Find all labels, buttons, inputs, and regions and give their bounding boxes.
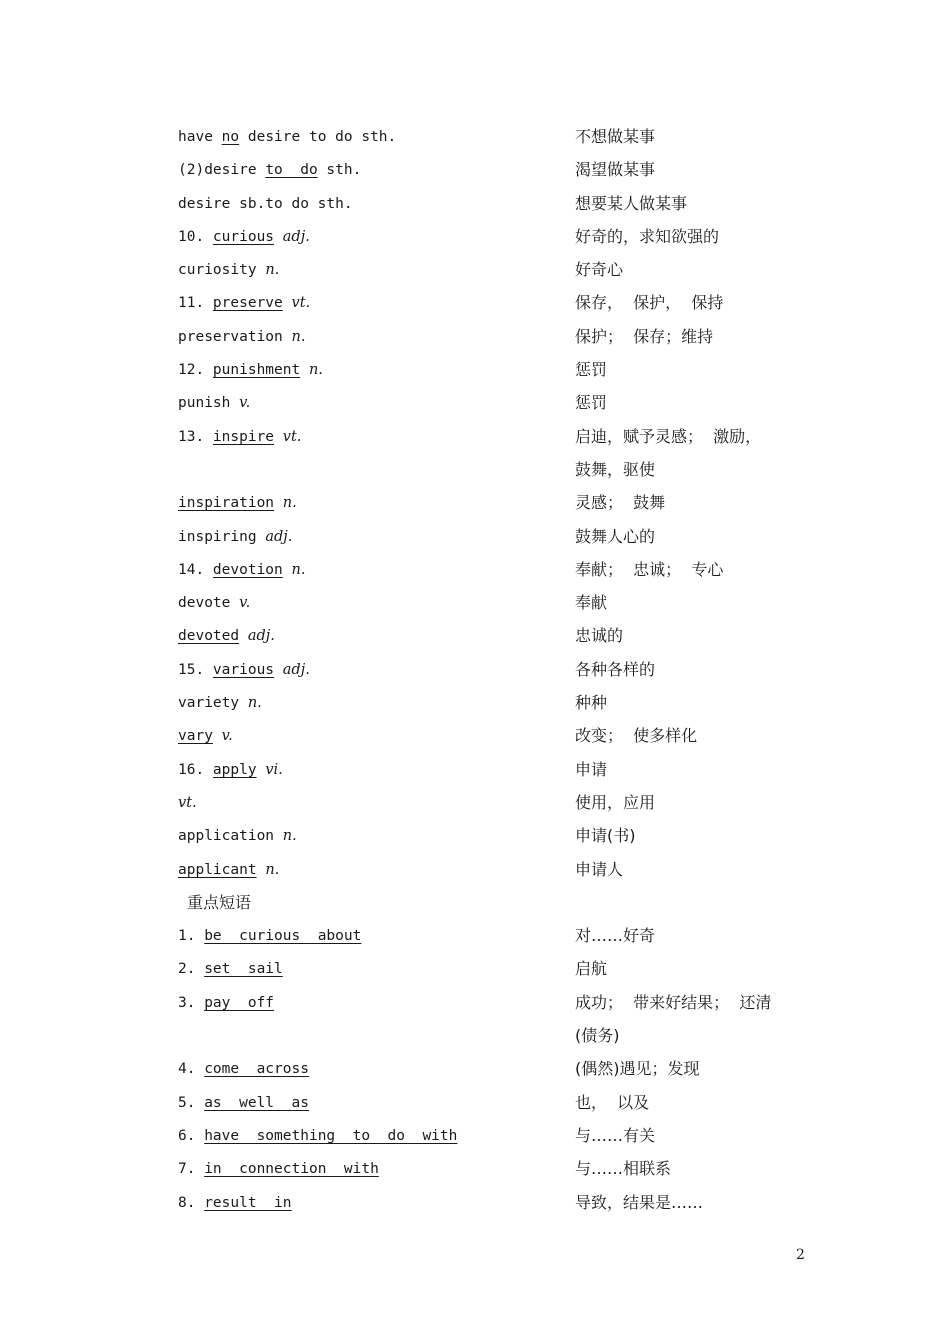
- list-item: [0, 1154, 950, 1187]
- list-item: [0, 1054, 950, 1087]
- english-term: [178, 954, 283, 987]
- term-text: 5.: [178, 1094, 205, 1111]
- english-term: [178, 921, 361, 954]
- part-of-speech: v.: [221, 728, 233, 745]
- term-text: [257, 862, 266, 878]
- english-term: [178, 222, 310, 255]
- answer-blank: come across: [204, 1061, 309, 1078]
- term-text: preservation: [178, 328, 292, 345]
- chinese-meaning: 鼓舞人心的: [575, 526, 656, 546]
- answer-blank: to do: [265, 162, 318, 179]
- english-term: [178, 688, 262, 721]
- list-item: [0, 655, 950, 688]
- english-term: [178, 588, 250, 621]
- part-of-speech: n.: [291, 561, 306, 578]
- answer-blank: as well as: [204, 1094, 309, 1111]
- chinese-meaning: 想要某人做某事: [575, 193, 688, 213]
- list-item: [0, 755, 950, 788]
- chinese-meaning: 启航: [575, 959, 608, 979]
- list-item: [0, 322, 950, 355]
- part-of-speech: vi.: [265, 761, 283, 778]
- term-text: [274, 495, 283, 511]
- english-term: [178, 155, 361, 188]
- part-of-speech: vt.: [291, 295, 311, 312]
- list-item: [0, 522, 950, 555]
- chinese-meaning: 对……好奇: [575, 926, 656, 946]
- english-term: [178, 422, 301, 455]
- term-text: application: [178, 828, 283, 845]
- chinese-meaning: 渴望做某事: [575, 160, 656, 180]
- term-text: 4.: [178, 1061, 205, 1078]
- answer-blank: preserve: [212, 295, 283, 312]
- term-text: [239, 628, 248, 644]
- english-term: [178, 1154, 379, 1187]
- chinese-meaning: 忠诚的: [575, 626, 624, 646]
- list-item: [0, 288, 950, 321]
- answer-blank: applicant: [178, 861, 257, 878]
- term-text: [300, 362, 309, 378]
- part-of-speech: adj.: [282, 228, 310, 245]
- chinese-meaning: 保护； 保存；维持: [575, 326, 714, 346]
- part-of-speech: v.: [239, 595, 251, 612]
- part-of-speech: n.: [247, 695, 262, 712]
- term-text: have: [178, 129, 222, 145]
- english-term: [178, 189, 353, 222]
- answer-blank: no: [221, 129, 240, 145]
- answer-blank: curious: [212, 228, 275, 245]
- english-term: [178, 721, 233, 754]
- term-text: curiosity: [178, 262, 266, 279]
- answer-blank: vary: [178, 728, 213, 745]
- list-item: [0, 588, 950, 621]
- term-text: [274, 662, 283, 678]
- answer-blank: result in: [204, 1194, 292, 1211]
- list-item: [0, 1121, 950, 1154]
- part-of-speech: n.: [291, 328, 306, 345]
- term-text: 10.: [178, 228, 213, 245]
- answer-blank: set sail: [204, 961, 283, 978]
- chinese-meaning: 启迪，赋予灵感； 激励，: [575, 426, 762, 446]
- english-term: [178, 988, 274, 1021]
- term-text: 1.: [178, 928, 205, 945]
- term-text: 16.: [178, 761, 213, 778]
- list-item: [0, 855, 950, 888]
- list-item: [0, 888, 950, 921]
- list-item: [0, 821, 950, 854]
- term-text: 14.: [178, 561, 213, 578]
- answer-blank: various: [212, 661, 275, 678]
- answer-blank: be curious about: [204, 928, 362, 945]
- term-text: 15.: [178, 661, 213, 678]
- list-item: [0, 155, 950, 188]
- term-text: [213, 728, 222, 744]
- chinese-meaning: 申请(书): [575, 826, 636, 846]
- english-term: [178, 255, 279, 288]
- list-item: [0, 422, 950, 455]
- chinese-meaning: 鼓舞，驱使: [575, 459, 656, 479]
- answer-blank: devoted: [178, 628, 240, 645]
- list-item: [0, 222, 950, 255]
- chinese-meaning: 导致，结果是……: [575, 1192, 704, 1212]
- chinese-meaning: 惩罚: [575, 393, 608, 413]
- part-of-speech: n.: [265, 861, 280, 878]
- list-item: [0, 189, 950, 222]
- term-text: desire sb.to do sth.: [178, 195, 353, 212]
- list-item: [0, 688, 950, 721]
- term-text: [283, 295, 292, 311]
- english-term: [178, 788, 197, 821]
- english-term: [178, 122, 396, 155]
- list-item: [0, 555, 950, 588]
- chinese-meaning: 好奇的，求知欲强的: [575, 226, 720, 246]
- chinese-meaning: 种种: [575, 693, 608, 713]
- list-item: [0, 488, 950, 521]
- answer-blank: punishment: [212, 362, 301, 379]
- chinese-meaning: 好奇心: [575, 260, 624, 280]
- chinese-meaning: (偶然)遇见；发现: [575, 1059, 700, 1079]
- list-item: [0, 1021, 950, 1054]
- chinese-meaning: 各种各样的: [575, 659, 656, 679]
- chinese-meaning: 使用，应用: [575, 792, 656, 812]
- term-text: (2)desire: [178, 162, 266, 179]
- term-text: 2.: [178, 961, 205, 978]
- part-of-speech: n.: [265, 262, 280, 279]
- term-text: variety: [178, 695, 248, 712]
- english-term: [178, 555, 305, 588]
- list-item: [0, 1188, 950, 1221]
- list-item: [0, 788, 950, 821]
- chinese-meaning: 成功； 带来好结果； 还清: [575, 992, 772, 1012]
- answer-blank: inspire: [212, 428, 275, 445]
- term-text: punish: [178, 395, 240, 412]
- term-text: [274, 229, 283, 245]
- list-item: [0, 721, 950, 754]
- english-term: [178, 1188, 292, 1221]
- english-term: [178, 288, 310, 321]
- term-text: [283, 562, 292, 578]
- term-text: 12.: [178, 362, 213, 379]
- term-text: sth.: [317, 162, 362, 179]
- part-of-speech: n.: [282, 828, 297, 845]
- term-text: 8.: [178, 1194, 205, 1211]
- chinese-meaning: (债务): [575, 1026, 620, 1046]
- section-heading: 重点短语: [187, 892, 252, 912]
- part-of-speech: adj.: [282, 661, 310, 678]
- part-of-speech: vt.: [178, 794, 197, 811]
- list-item: [0, 921, 950, 954]
- english-term: [178, 1121, 457, 1154]
- english-term: [178, 388, 250, 421]
- english-term: [178, 522, 292, 555]
- chinese-meaning: 奉献: [575, 593, 608, 613]
- english-term: [178, 655, 310, 688]
- chinese-meaning: 灵感； 鼓舞: [575, 493, 666, 513]
- list-item: [0, 621, 950, 654]
- list-item: [0, 1088, 950, 1121]
- chinese-meaning: 申请人: [575, 859, 624, 879]
- english-term: [178, 855, 279, 888]
- term-text: [257, 762, 266, 778]
- list-item: [0, 954, 950, 987]
- term-text: desire to do sth.: [239, 129, 397, 145]
- answer-blank: pay off: [204, 994, 275, 1011]
- part-of-speech: n.: [282, 495, 297, 512]
- part-of-speech: adj.: [265, 528, 293, 545]
- list-item: [0, 355, 950, 388]
- part-of-speech: v.: [239, 395, 251, 412]
- part-of-speech: vt.: [282, 428, 302, 445]
- english-term: [178, 755, 283, 788]
- answer-blank: devotion: [212, 561, 283, 578]
- term-text: 3.: [178, 994, 205, 1011]
- chinese-meaning: 与……有关: [575, 1125, 656, 1145]
- list-item: [0, 255, 950, 288]
- term-text: 11.: [178, 295, 213, 312]
- chinese-meaning: 申请: [575, 759, 608, 779]
- answer-blank: inspiration: [178, 495, 275, 512]
- list-item: [0, 122, 950, 155]
- vocabulary-list: [0, 122, 950, 1221]
- chinese-meaning: 与……相联系: [575, 1159, 672, 1179]
- answer-blank: have something to do with: [204, 1127, 458, 1144]
- answer-blank: apply: [212, 761, 257, 778]
- list-item: [0, 455, 950, 488]
- list-item: [0, 388, 950, 421]
- chinese-meaning: 奉献； 忠诚； 专心: [575, 559, 724, 579]
- term-text: [274, 429, 283, 445]
- english-term: [178, 1088, 309, 1121]
- english-term: [178, 322, 305, 355]
- chinese-meaning: 不想做某事: [575, 127, 656, 146]
- part-of-speech: adj.: [247, 628, 275, 645]
- page-number: 2: [796, 1247, 805, 1263]
- english-term: [178, 488, 297, 521]
- list-item: [0, 988, 950, 1021]
- english-term: [178, 355, 323, 388]
- english-term: [178, 821, 297, 854]
- term-text: 6.: [178, 1127, 205, 1144]
- term-text: inspiring: [178, 528, 266, 545]
- term-text: devote: [178, 595, 240, 612]
- english-term: [178, 1054, 309, 1087]
- chinese-meaning: 惩罚: [575, 360, 608, 380]
- term-text: 7.: [178, 1161, 205, 1178]
- term-text: 13.: [178, 428, 213, 445]
- answer-blank: in connection with: [204, 1161, 379, 1178]
- chinese-meaning: 也， 以及: [575, 1092, 650, 1112]
- part-of-speech: n.: [308, 362, 323, 379]
- english-term: [178, 621, 275, 654]
- chinese-meaning: 改变； 使多样化: [575, 726, 698, 746]
- chinese-meaning: 保存， 保护， 保持: [575, 293, 724, 313]
